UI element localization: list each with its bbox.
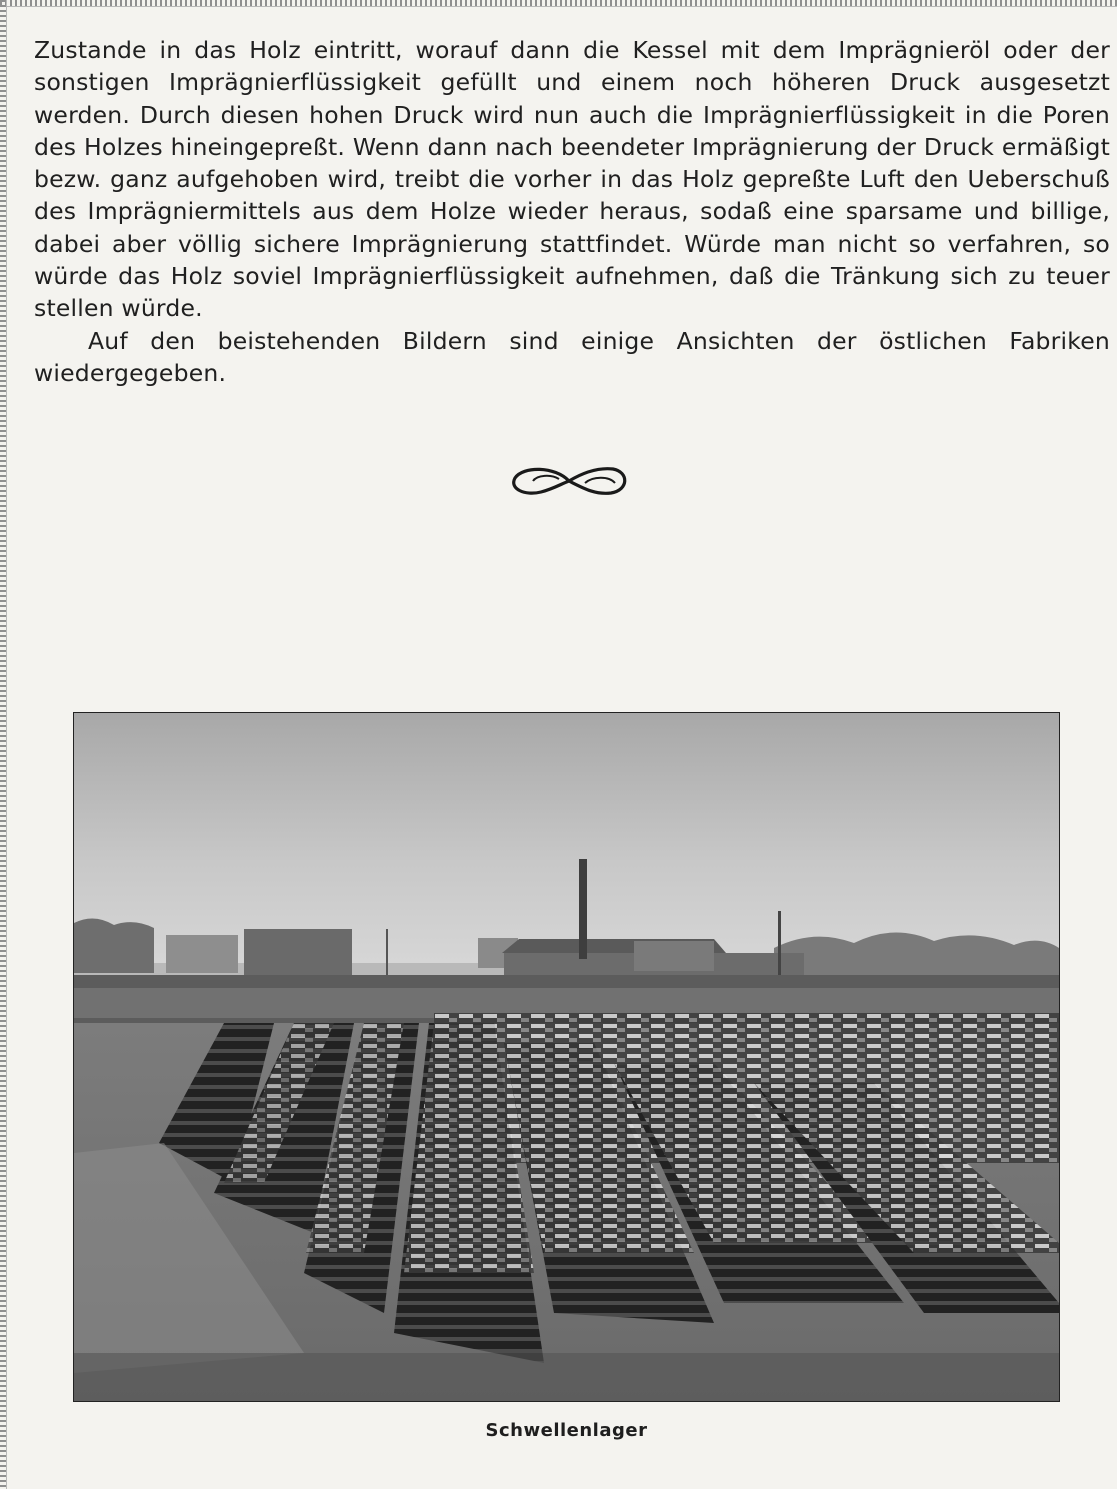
photo-schwellenlager — [73, 712, 1060, 1402]
figure-caption: Schwellenlager — [485, 1420, 648, 1441]
infinity-ornament-icon — [503, 462, 635, 500]
page-top-border — [0, 0, 1117, 7]
paragraph-2: Auf den beistehenden Bildern sind einige Ansichten der östlichen Fabriken wiedergegeben. — [34, 326, 1110, 387]
body-text — [34, 34, 1110, 389]
page-left-border — [0, 0, 7, 1489]
paragraph-1: Zustande in das Holz eintritt, worauf dann die Kessel mit dem Imprägnieröl oder der sonstigen Imprägnierflüssigkeit gefüllt und einem noch höheren Druck ausgesetzt werden. Durch diesen hohen Druck wird nun auch die Imprägnierflüssigkeit in die Poren des Holzes hineingepreßt. Wenn dann nach beendeter Imprägnierung der Druck ermäßigt bezw. ganz aufgehoben wird, treibt die vorher in das Holz gepreßte Luft den Ueberschuß des Imprägniermittels aus dem Holze wieder heraus, sodaß eine sparsame und billige, dabei aber völlig sichere Imprägnierung stattfindet. Würde man nicht so verfahren, so würde das Holz soviel Imprägnierflüssigkeit aufnehmen, daß die Tränkung sich zu teuer stellen würde. — [34, 36, 1110, 323]
